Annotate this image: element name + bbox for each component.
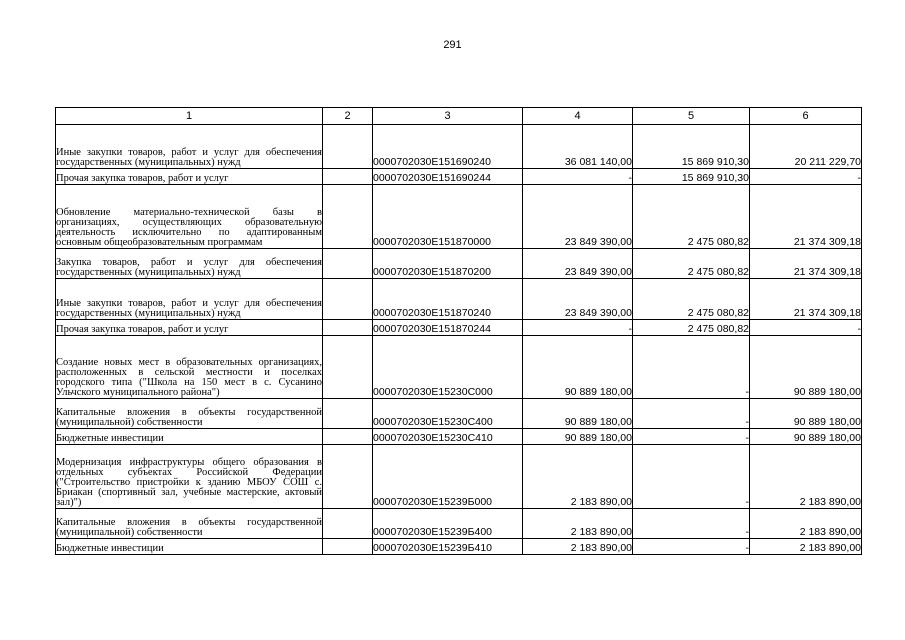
- row-value-4: 90 889 180,00: [523, 429, 633, 445]
- row-value-5: 2 475 080,82: [633, 320, 750, 336]
- row-value-5: 2 475 080,82: [633, 249, 750, 279]
- row-value-6: 90 889 180,00: [750, 336, 862, 399]
- row-name: Бюджетные инвестиции: [56, 539, 323, 555]
- row-value-6: 2 183 890,00: [750, 509, 862, 539]
- row-value-6: 21 374 309,18: [750, 249, 862, 279]
- page-number: 291: [443, 39, 462, 51]
- row-code: 0000702030Е151870200: [373, 249, 523, 279]
- row-value-6: 21 374 309,18: [750, 279, 862, 320]
- row-col2: [323, 169, 373, 185]
- row-value-4: 2 183 890,00: [523, 539, 633, 555]
- table-row: [56, 445, 862, 509]
- row-col2: [323, 185, 373, 249]
- row-code: 0000702030Е15239Б000: [373, 445, 523, 509]
- row-col2: [323, 429, 373, 445]
- row-name: Прочая закупка товаров, работ и услуг: [56, 169, 323, 185]
- row-value-4: 23 849 390,00: [523, 185, 633, 249]
- row-value-5: -: [633, 445, 750, 509]
- row-name: Иные закупки товаров, работ и услуг для обеспечения государственных (муниципальных) нужд: [56, 279, 323, 320]
- row-col2: [323, 249, 373, 279]
- row-value-5: 2 475 080,82: [633, 279, 750, 320]
- column-header-1: 1: [56, 108, 323, 125]
- row-value-5: -: [633, 509, 750, 539]
- row-col2: [323, 509, 373, 539]
- table-row: [56, 539, 862, 555]
- row-value-6: 21 374 309,18: [750, 185, 862, 249]
- row-value-4: 2 183 890,00: [523, 509, 633, 539]
- table-row: [56, 399, 862, 429]
- table-row: [56, 336, 862, 399]
- table-row: [56, 185, 862, 249]
- column-header-2: 2: [323, 108, 373, 125]
- row-value-5: 2 475 080,82: [633, 185, 750, 249]
- row-value-4: 36 081 140,00: [523, 125, 633, 169]
- row-name: Иные закупки товаров, работ и услуг для обеспечения государственных (муниципальных) нужд: [56, 125, 323, 169]
- row-value-6: 90 889 180,00: [750, 429, 862, 445]
- column-header-4: 4: [523, 108, 633, 125]
- row-name: Модернизация инфраструктуры общего образования в отдельных субъектах Российской Федерации ("Строительство пристройки к зданию МБОУ СОШ с. Бриакан (спортивный зал, учебные мастерские, актовый зал)"): [56, 445, 323, 509]
- table-header-row: [56, 108, 862, 125]
- row-value-5: 15 869 910,30: [633, 169, 750, 185]
- row-name: Прочая закупка товаров, работ и услуг: [56, 320, 323, 336]
- row-code: 0000702030Е151870244: [373, 320, 523, 336]
- row-code: 0000702030Е151870240: [373, 279, 523, 320]
- row-value-4: 23 849 390,00: [523, 249, 633, 279]
- row-value-5: 15 869 910,30: [633, 125, 750, 169]
- table-row: [56, 249, 862, 279]
- budget-table: [55, 107, 862, 555]
- row-value-5: -: [633, 429, 750, 445]
- row-code: 0000702030Е151870000: [373, 185, 523, 249]
- row-code: 0000702030Е15239Б410: [373, 539, 523, 555]
- row-value-5: -: [633, 539, 750, 555]
- row-code: 0000702030Е15230С000: [373, 336, 523, 399]
- table-row: [56, 509, 862, 539]
- row-col2: [323, 445, 373, 509]
- row-code: 0000702030Е151690244: [373, 169, 523, 185]
- column-header-6: 6: [750, 108, 862, 125]
- row-col2: [323, 320, 373, 336]
- row-value-6: 20 211 229,70: [750, 125, 862, 169]
- table-row: [56, 125, 862, 169]
- row-code: 0000702030Е151690240: [373, 125, 523, 169]
- row-name: Создание новых мест в образовательных организациях, расположенных в сельской местности и поселках городского типа ("Школа на 150 мест в с. Сусанино Ульчского муниципального района"): [56, 336, 323, 399]
- column-header-5: 5: [633, 108, 750, 125]
- table-row: [56, 169, 862, 185]
- row-name: Капитальные вложения в объекты государственной (муниципальной) собственности: [56, 399, 323, 429]
- row-name: Закупка товаров, работ и услуг для обеспечения государственных (муниципальных) нужд: [56, 249, 323, 279]
- row-value-6: 2 183 890,00: [750, 539, 862, 555]
- row-value-4: -: [523, 320, 633, 336]
- row-value-5: -: [633, 399, 750, 429]
- row-name: Капитальные вложения в объекты государственной (муниципальной) собственности: [56, 509, 323, 539]
- row-col2: [323, 125, 373, 169]
- row-col2: [323, 399, 373, 429]
- row-value-6: 2 183 890,00: [750, 445, 862, 509]
- row-value-4: 90 889 180,00: [523, 399, 633, 429]
- row-value-5: -: [633, 336, 750, 399]
- table-row: [56, 320, 862, 336]
- row-code: 0000702030Е15239Б400: [373, 509, 523, 539]
- row-value-6: 90 889 180,00: [750, 399, 862, 429]
- table-row: [56, 279, 862, 320]
- row-value-6: -: [750, 169, 862, 185]
- row-value-4: 2 183 890,00: [523, 445, 633, 509]
- column-header-3: 3: [373, 108, 523, 125]
- row-value-4: 23 849 390,00: [523, 279, 633, 320]
- row-value-4: 90 889 180,00: [523, 336, 633, 399]
- row-name: Обновление материально-технической базы в организациях, осуществляющих образовательную деятельность исключительно по адаптированным основным общеобразовательным программам: [56, 185, 323, 249]
- row-name: Бюджетные инвестиции: [56, 429, 323, 445]
- row-col2: [323, 336, 373, 399]
- row-col2: [323, 279, 373, 320]
- table-row: [56, 429, 862, 445]
- row-value-4: -: [523, 169, 633, 185]
- row-value-6: -: [750, 320, 862, 336]
- row-col2: [323, 539, 373, 555]
- row-code: 0000702030Е15230С410: [373, 429, 523, 445]
- row-code: 0000702030Е15230С400: [373, 399, 523, 429]
